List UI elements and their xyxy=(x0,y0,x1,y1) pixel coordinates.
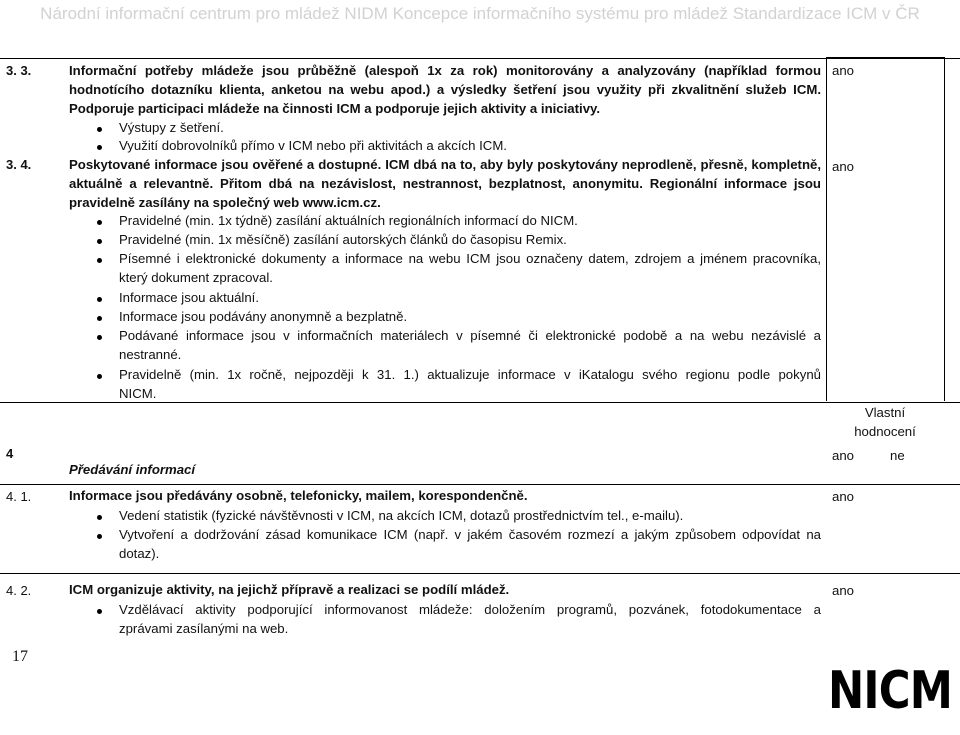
answer-yes-header: ano xyxy=(832,448,855,463)
bullet-text: Vzdělávací aktivity podporující informovanost mládeže: doložením programů, pozvánek, fotodokumentace a xyxy=(119,602,821,617)
column-header: hodnocení xyxy=(854,424,916,439)
bullet-text: dotaz). xyxy=(119,546,160,561)
row-divider xyxy=(0,573,960,574)
column-header: Vlastní xyxy=(864,405,906,420)
section4-divider xyxy=(0,484,960,485)
bullet-text: Pravidelně (min. 1x ročně, nejpozději k 31. 1.) aktualizuje informace v iKatalogu svého regionu podle pokynů xyxy=(119,367,821,382)
bullet-icon xyxy=(97,220,102,225)
nicm-logo xyxy=(828,652,954,718)
bullet-text: Informace jsou aktuální. xyxy=(119,290,260,305)
bullet-icon xyxy=(97,316,102,321)
bullet-text: zprávami zasílanými na web. xyxy=(119,621,289,636)
bullet-icon xyxy=(97,534,102,539)
bullet-text: Informace jsou podávány anonymně a bezplatně. xyxy=(119,309,408,324)
row-text-line: hodnotícího dotazníku klienta, anketou na webu apod.) a výsledky šetření jsou využity při zkvalitnění služeb ICM. xyxy=(69,82,821,97)
bullet-text: Využití dobrovolníků přímo v ICM nebo při aktivitách a akcích ICM. xyxy=(119,138,507,153)
answer-value: ano xyxy=(832,489,855,504)
row-title: Informace jsou předávány osobně, telefonicky, mailem, korespondenčně. xyxy=(69,488,528,503)
bullet-icon xyxy=(97,258,102,263)
svg-text:NICM: NICM xyxy=(828,661,952,718)
row-number: 4. 1. xyxy=(6,489,32,504)
column-divider-1 xyxy=(826,58,827,401)
row-number: 3. 3. xyxy=(6,63,32,78)
table-top-border-2 xyxy=(826,57,945,58)
bullet-icon xyxy=(97,609,102,614)
bullet-text: který dokument zpracoval. xyxy=(119,270,273,285)
answer-value: ano xyxy=(832,63,855,78)
row-title: ICM organizuje aktivity, na jejichž přípravě a realizaci se podílí mládež. xyxy=(69,582,510,597)
row-number: 4. 2. xyxy=(6,583,32,598)
page-number: 17 xyxy=(12,648,28,665)
bullet-icon xyxy=(97,374,102,379)
bullet-text: Vytvoření a dodržování zásad komunikace ICM (např. v jakém časovém rozmezí a jakým způsobem odpovídat na xyxy=(119,527,821,542)
answer-value: ano xyxy=(832,583,855,598)
page-header: Národní informační centrum pro mládež NIDM Koncepce informačního systému pro mládež Standardizace ICM v ČR xyxy=(0,0,960,30)
bullet-icon xyxy=(97,145,102,150)
answer-value: ano xyxy=(832,159,855,174)
bullet-icon xyxy=(97,239,102,244)
answer-no-header: ne xyxy=(890,448,905,463)
section-title: Předávání informací xyxy=(69,462,196,477)
bullet-text: Pravidelné (min. 1x měsíčně) zasílání autorských článků do časopisu Remix. xyxy=(119,232,567,247)
bullet-text: Vedení statistik (fyzické návštěvnosti v ICM, na akcích ICM, dotazů prostřednictvím tel., e-mailu). xyxy=(119,508,684,523)
row-text-line: Informační potřeby mládeže jsou průběžně (alespoň 1x za rok) monitorovány a analyzovány (například formou xyxy=(69,63,821,78)
table-top-border xyxy=(0,58,960,59)
bullet-text: Výstupy z šetření. xyxy=(119,120,224,135)
row-number: 3. 4. xyxy=(6,157,32,172)
bullet-icon xyxy=(97,297,102,302)
column-divider-2 xyxy=(944,58,945,401)
bullet-icon xyxy=(97,515,102,520)
bullet-icon xyxy=(97,127,102,132)
bullet-text: nestranné. xyxy=(119,347,182,362)
row-text-line: Poskytované informace jsou ověřené a dostupné. ICM dbá na to, aby byly poskytovány neprodleně, přesně, kompletně, xyxy=(69,157,821,172)
row-text-line: Podporuje participaci mládeže na činnosti ICM a podporuje jejich aktivity a iniciativy. xyxy=(69,101,601,116)
nicm-logo-icon xyxy=(828,652,954,718)
bullet-text: Pravidelné (min. 1x týdně) zasílání aktuálních regionálních informací do NICM. xyxy=(119,213,578,228)
bullet-text: Písemné i elektronické dokumenty a informace na webu ICM jsou označeny datem, zdrojem a jménem pracovníka, xyxy=(119,251,821,266)
bullet-text: NICM. xyxy=(119,386,157,401)
bullet-icon xyxy=(97,335,102,340)
bullet-text: Podávané informace jsou v informačních materiálech v písemné či elektronické podobě a na webu nezávislé a xyxy=(119,328,821,343)
section-number: 4 xyxy=(6,446,14,461)
row-text-line: pravidelně zasílány na společný web www.icm.cz. xyxy=(69,195,381,210)
row-text-line: aktuálně a relevantně. Přitom dbá na nezávislost, nestrannost, bezplatnost, anonymitu. Regionální informace jsou xyxy=(69,176,821,191)
